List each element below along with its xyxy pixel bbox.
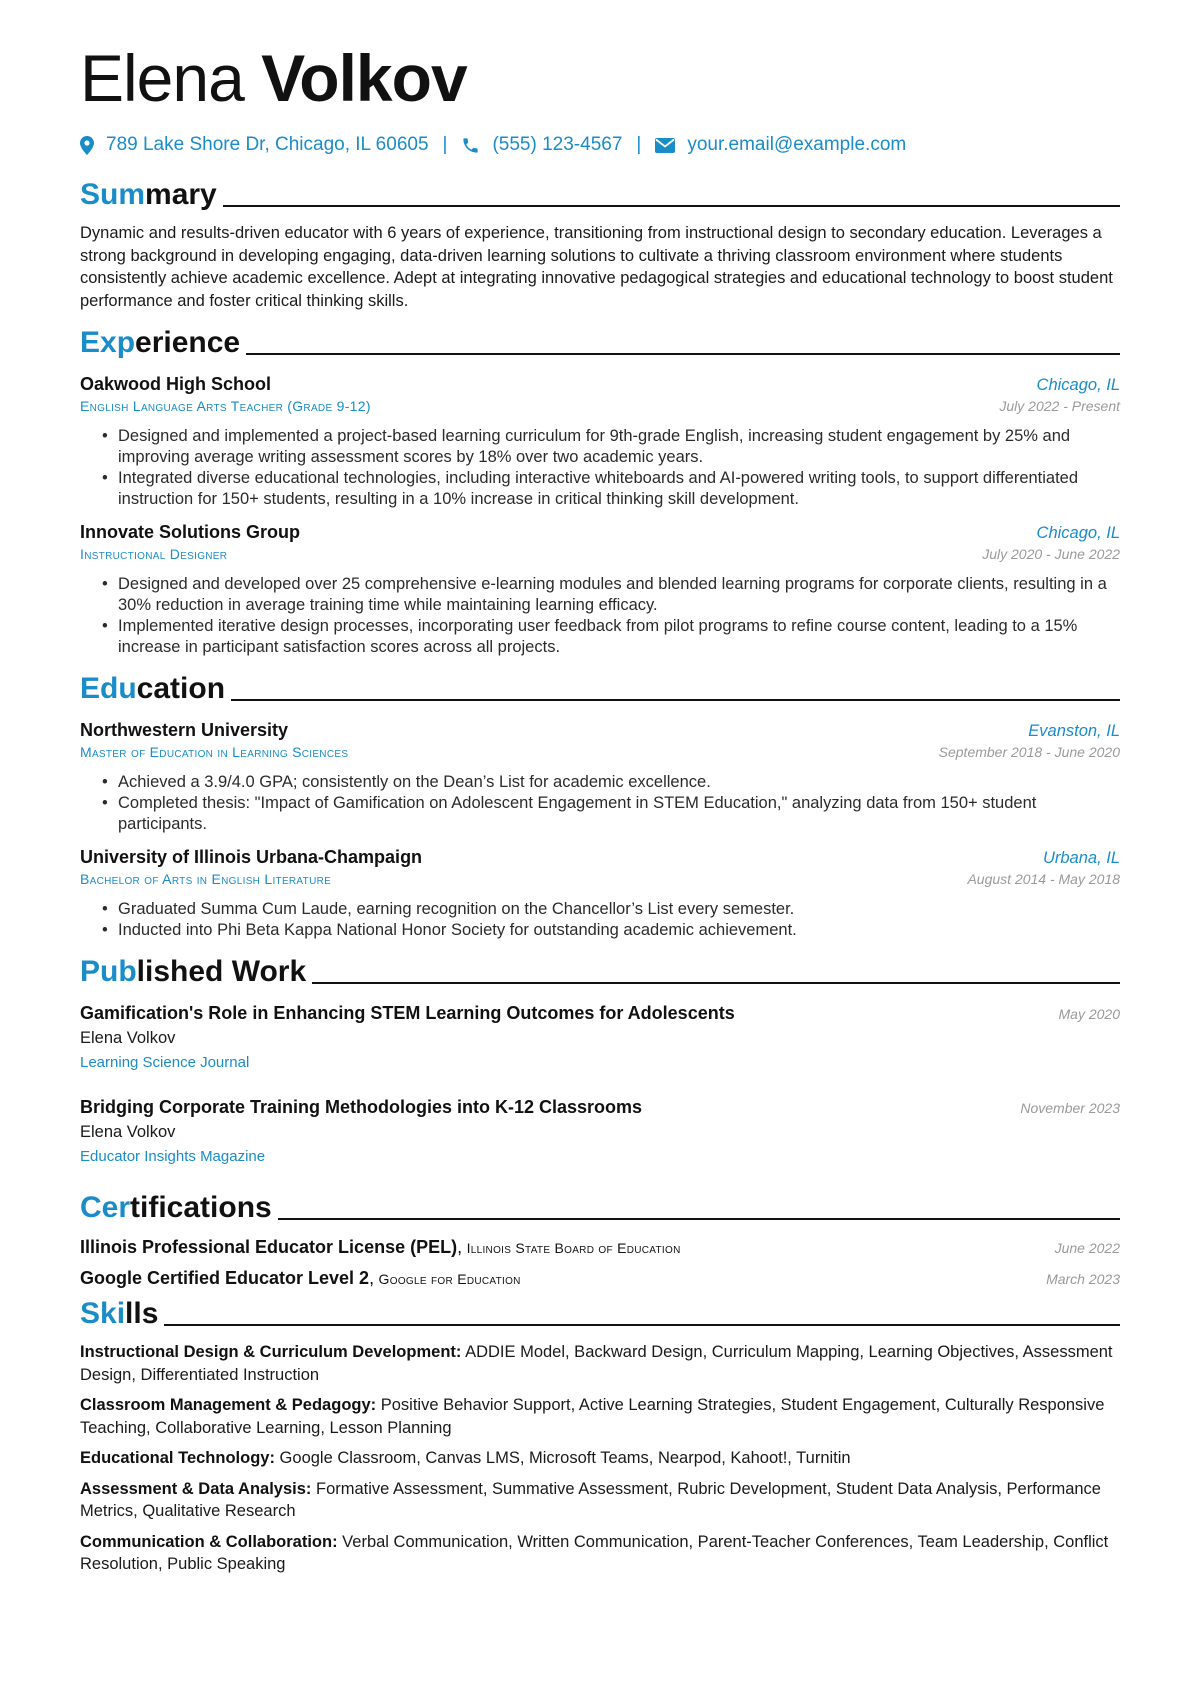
skills-section	[80, 1293, 1120, 1576]
degree-title: Bachelor of Arts in English Literature	[80, 871, 332, 887]
skill-category	[80, 1394, 1120, 1439]
bullet-list	[80, 426, 1120, 510]
skill-category-values: Verbal Communication, Written Communication, Parent-Teacher Conferences, Team Leadership, Conflict Resolution, Public Speaking	[80, 1532, 1109, 1573]
candidate-name	[80, 38, 1120, 118]
envelope-icon	[655, 138, 675, 153]
entry-header-row	[80, 847, 1120, 868]
bullet-list	[80, 574, 1120, 658]
section-title-rest: erience	[135, 326, 241, 359]
certification-entry	[80, 1268, 1120, 1289]
section-title-accent: Exp	[80, 326, 136, 359]
section-title	[80, 326, 240, 360]
entry-header-row	[80, 1097, 1120, 1118]
section-rule	[164, 1324, 1120, 1326]
section-header	[80, 322, 1120, 360]
section-title	[80, 672, 225, 706]
job-title: Instructional Designer	[80, 546, 228, 562]
certification-date: March 2023	[1046, 1271, 1120, 1287]
section-rule	[223, 205, 1120, 207]
contact-separator: |	[636, 134, 642, 155]
publication-entry	[80, 1003, 1120, 1071]
address-item	[80, 134, 429, 156]
publication-author: Elena Volkov	[80, 1029, 176, 1047]
skill-category-label: Classroom Management & Pedagogy:	[80, 1396, 377, 1414]
entry-subheader-row	[80, 546, 1120, 562]
skill-category-label: Communication & Collaboration:	[80, 1532, 338, 1551]
entry-header-row	[80, 720, 1120, 741]
section-title-rest: lished Work	[136, 955, 307, 988]
entry-dates: July 2022 - Present	[999, 398, 1120, 414]
certification-label	[80, 1268, 521, 1289]
skill-category	[80, 1341, 1120, 1386]
address-text: 789 Lake Shore Dr, Chicago, IL 60605	[106, 134, 429, 155]
section-title-accent: Cer	[80, 1191, 131, 1224]
list-item: • Designed and implemented a project-based learning curriculum for 9th-grade English, increasing student engagement by 25% and improving average writing assessment scores by 18% over two academic years.	[80, 426, 1120, 468]
section-header	[80, 174, 1120, 212]
publication-title: Gamification's Role in Enhancing STEM Learning Outcomes for Adolescents	[80, 1003, 735, 1023]
list-item: • Inducted into Phi Beta Kappa National Honor Society for outstanding academic achievement.	[80, 920, 1120, 941]
certification-issuer: Illinois State Board of Education	[466, 1240, 681, 1256]
entry-subheader-row	[80, 871, 1120, 887]
section-header	[80, 1293, 1120, 1331]
experience-entry	[80, 522, 1120, 658]
publication-date: May 2020	[1058, 1006, 1120, 1022]
certification-entry	[80, 1237, 1120, 1258]
entry-dates: September 2018 - June 2020	[938, 744, 1120, 760]
list-item: • Implemented iterative design processes, incorporating user feedback from pilot programs to refine course content, leading to a 15% increase in participant satisfaction scores across all projects.	[80, 616, 1120, 658]
experience-section	[80, 322, 1120, 658]
entry-location: Chicago, IL	[1036, 524, 1120, 542]
section-title	[80, 955, 306, 989]
entry-location: Chicago, IL	[1036, 376, 1120, 394]
skill-category-label: Instructional Design & Curriculum Development:	[80, 1343, 462, 1361]
summary-text: Dynamic and results-driven educator with 6 years of experience, transitioning from instructional design to secondary education. Leverages a strong background in developing engaging, data-driven learning solutions to cultivate a thriving classroom environment where students consistently achieve academic excellence. Adept at integrating innovative pedagogical strategies and educational technology to boost student performance and foster critical thinking skills.	[80, 224, 1113, 310]
entry-subheader-row	[80, 398, 1120, 414]
employer-name: Innovate Solutions Group	[80, 522, 300, 542]
school-name: University of Illinois Urbana-Champaign	[80, 847, 423, 867]
skill-category	[80, 1447, 1120, 1470]
entry-dates: August 2014 - May 2018	[967, 871, 1120, 887]
education-entry	[80, 720, 1120, 835]
first-name: Elena	[80, 41, 244, 115]
section-header	[80, 668, 1120, 706]
last-name: Volkov	[261, 41, 467, 115]
entry-header-row	[80, 522, 1120, 543]
entry-dates: July 2020 - June 2022	[982, 546, 1120, 562]
section-title	[80, 178, 217, 212]
publication-author: Elena Volkov	[80, 1123, 176, 1141]
certification-separator: ,	[369, 1268, 375, 1288]
bullet-list	[80, 899, 1120, 941]
publication-date: November 2023	[1020, 1100, 1120, 1116]
section-title-accent: Edu	[80, 672, 137, 705]
skill-category-label: Assessment & Data Analysis:	[80, 1479, 312, 1498]
section-title	[80, 1191, 272, 1225]
degree-title: Master of Education in Learning Sciences	[80, 744, 349, 760]
email-link[interactable]: your.email@example.com	[687, 134, 907, 155]
section-title-rest: mary	[145, 178, 217, 211]
experience-entry	[80, 374, 1120, 510]
certification-separator: ,	[457, 1237, 463, 1257]
education-entry	[80, 847, 1120, 941]
list-item: • Integrated diverse educational technologies, including interactive whiteboards and AI-powered writing tools, to support differentiated instruction for 150+ students, resulting in a 10% increase in critical thinking skill development.	[80, 468, 1120, 510]
section-rule	[231, 699, 1120, 701]
section-rule	[312, 982, 1120, 984]
list-item: • Achieved a 3.9/4.0 GPA; consistently on the Dean’s List for academic excellence.	[80, 772, 1120, 793]
employer-name: Oakwood High School	[80, 374, 272, 394]
section-title-rest: tifications	[130, 1191, 272, 1224]
certification-name: Google Certified Educator Level 2	[80, 1268, 370, 1288]
publication-entry	[80, 1097, 1120, 1165]
skill-category	[80, 1531, 1120, 1576]
certifications-section	[80, 1187, 1120, 1289]
section-rule	[246, 353, 1120, 355]
skill-category-values: ADDIE Model, Backward Design, Curriculum Mapping, Learning Objectives, Assessment Design, Differentiated Instruction	[80, 1343, 1113, 1384]
contact-line	[80, 130, 1120, 160]
map-marker-icon	[80, 136, 94, 155]
published-work-section	[80, 951, 1120, 1165]
list-item: • Completed thesis: "Impact of Gamification on Adolescent Engagement in STEM Education," analyzing data from 150+ student participants.	[80, 793, 1120, 835]
phone-icon	[461, 136, 480, 155]
section-header	[80, 951, 1120, 989]
skill-category-values: Positive Behavior Support, Active Learning Strategies, Student Engagement, Culturally Responsive Teaching, Collaborative Learning, Lesson Planning	[80, 1396, 1105, 1437]
section-title-accent: Pub	[80, 955, 137, 988]
phone-item	[461, 134, 622, 156]
entry-header-row	[80, 374, 1120, 395]
bullet-list	[80, 772, 1120, 835]
contact-separator: |	[442, 134, 448, 155]
certification-date: June 2022	[1054, 1240, 1120, 1256]
entry-location: Urbana, IL	[1042, 849, 1120, 867]
education-section	[80, 668, 1120, 941]
school-name: Northwestern University	[80, 720, 289, 740]
certification-name: Illinois Professional Educator License (PEL)	[80, 1237, 458, 1257]
entry-location: Evanston, IL	[1028, 722, 1120, 740]
section-header	[80, 1187, 1120, 1225]
email-item[interactable]	[655, 134, 906, 156]
skill-category-values: Formative Assessment, Summative Assessment, Rubric Development, Student Data Analysis, Performance Metrics, Qualitative Research	[80, 1479, 1101, 1520]
entry-subheader-row	[80, 744, 1120, 760]
skill-category-values: Google Classroom, Canvas LMS, Microsoft Teams, Nearpod, Kahoot!, Turnitin	[274, 1449, 851, 1467]
section-title-accent: Sum	[80, 178, 146, 211]
phone-text: (555) 123-4567	[492, 134, 623, 155]
list-item: • Graduated Summa Cum Laude, earning recognition on the Chancellor’s List every semester.	[80, 899, 1120, 920]
job-title: English Language Arts Teacher (Grade 9-12)	[80, 398, 371, 414]
skill-category-label: Educational Technology:	[80, 1449, 275, 1467]
publication-venue: Educator Insights Magazine	[80, 1148, 266, 1165]
section-title	[80, 1297, 158, 1331]
summary-section	[80, 174, 1120, 312]
entry-header-row	[80, 1003, 1120, 1024]
section-title-rest: lls	[125, 1297, 159, 1330]
publication-title: Bridging Corporate Training Methodologies into K-12 Classrooms	[80, 1097, 643, 1117]
skill-category	[80, 1478, 1120, 1523]
publication-venue: Learning Science Journal	[80, 1054, 250, 1071]
list-item: • Designed and developed over 25 comprehensive e-learning modules and blended learning programs for corporate clients, resulting in a 30% reduction in average training time while maintaining learning efficacy.	[80, 574, 1120, 616]
resume-page	[80, 38, 1120, 1576]
certification-issuer: Google for Education	[378, 1271, 521, 1287]
section-title-rest: cation	[136, 672, 226, 705]
section-rule	[278, 1218, 1120, 1220]
section-title-accent: Ski	[80, 1297, 126, 1330]
certification-label	[80, 1237, 681, 1258]
